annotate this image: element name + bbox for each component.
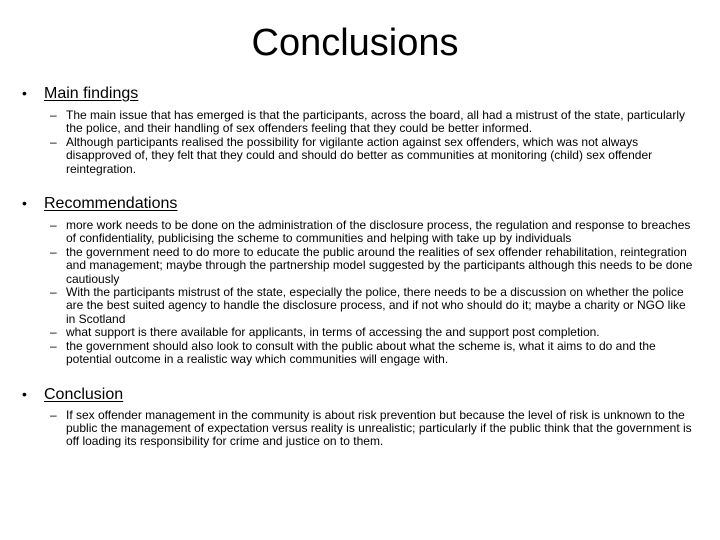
dash-icon: – (50, 285, 57, 300)
bullet-icon: • (22, 85, 27, 101)
dash-icon: – (50, 338, 57, 353)
dash-icon: – (50, 108, 57, 122)
section-heading: Recommendations (44, 195, 178, 213)
bullet-icon: • (22, 385, 27, 402)
list-item (50, 409, 698, 449)
section-heading: Conclusion (44, 385, 124, 403)
sub-list (22, 409, 698, 449)
list-item-text: the government should also look to consult with the public about what the scheme is, what it aims to do and the potential outcome in a realistic way which communities will engage with. (66, 338, 656, 367)
section-conclusion (22, 383, 698, 449)
list-item (50, 326, 698, 339)
dash-icon: – (50, 325, 57, 340)
section-heading-row (22, 82, 698, 105)
dash-icon: – (50, 407, 57, 422)
dash-icon: – (50, 134, 57, 149)
slide-title: Conclusions (251, 22, 459, 64)
dash-icon: – (50, 218, 57, 233)
list-item-text: more work needs to be done on the administration of the disclosure process, the regulation and response to breaches of confidentiality, publicising the scheme to communities and helping with take up by individuals (66, 218, 691, 246)
list-item-text: If sex offender management in the community is about risk prevention but because the level of risk is unknown to the public the management of expectation versus reality is unrealistic; particularly if the public think that the government is off loading its responsibility for crime and justice on to them. (66, 407, 692, 449)
sub-list (22, 219, 698, 366)
section-heading-row (22, 383, 698, 406)
list-item-text: The main issue that has emerged is that the participants, across the board, all had a mistrust of the state, particularly the police, and their handling of sex offenders feeling that they could be better informed. (66, 108, 685, 136)
list-item-text: what support is there available for applicants, in terms of accessing the and support post completion. (66, 325, 600, 340)
sub-list (22, 109, 698, 176)
list-item-text: Although participants realised the possibility for vigilante action against sex offenders, which was not always disapproved of, they felt that they could and should do better as communities at monitoring (child) sex offender reintegration. (66, 134, 653, 176)
list-item-text: the government need to do more to educate the public around the realities of sex offender rehabilitation, reintegration and management; maybe through the partnership model suggested by the participants although this needs to be done cautiously (66, 244, 693, 286)
list-item (50, 286, 698, 326)
list-item (50, 109, 698, 136)
section-heading-row (22, 192, 698, 215)
list-item (50, 136, 698, 176)
section-recommendations (22, 192, 698, 366)
section-main-findings (22, 82, 698, 176)
slide-content (22, 82, 698, 449)
section-heading: Main findings (44, 85, 139, 102)
list-item (50, 340, 698, 367)
list-item-text: With the participants mistrust of the state, especially the police, there needs to be a discussion on whether the police are the best suited agency to handle the disclosure process, and if not who should do it; maybe a charity or NGO like in Scotland (66, 285, 686, 326)
dash-icon: – (50, 244, 57, 259)
list-item (50, 219, 698, 246)
bullet-icon: • (22, 195, 27, 212)
list-item (50, 246, 698, 286)
